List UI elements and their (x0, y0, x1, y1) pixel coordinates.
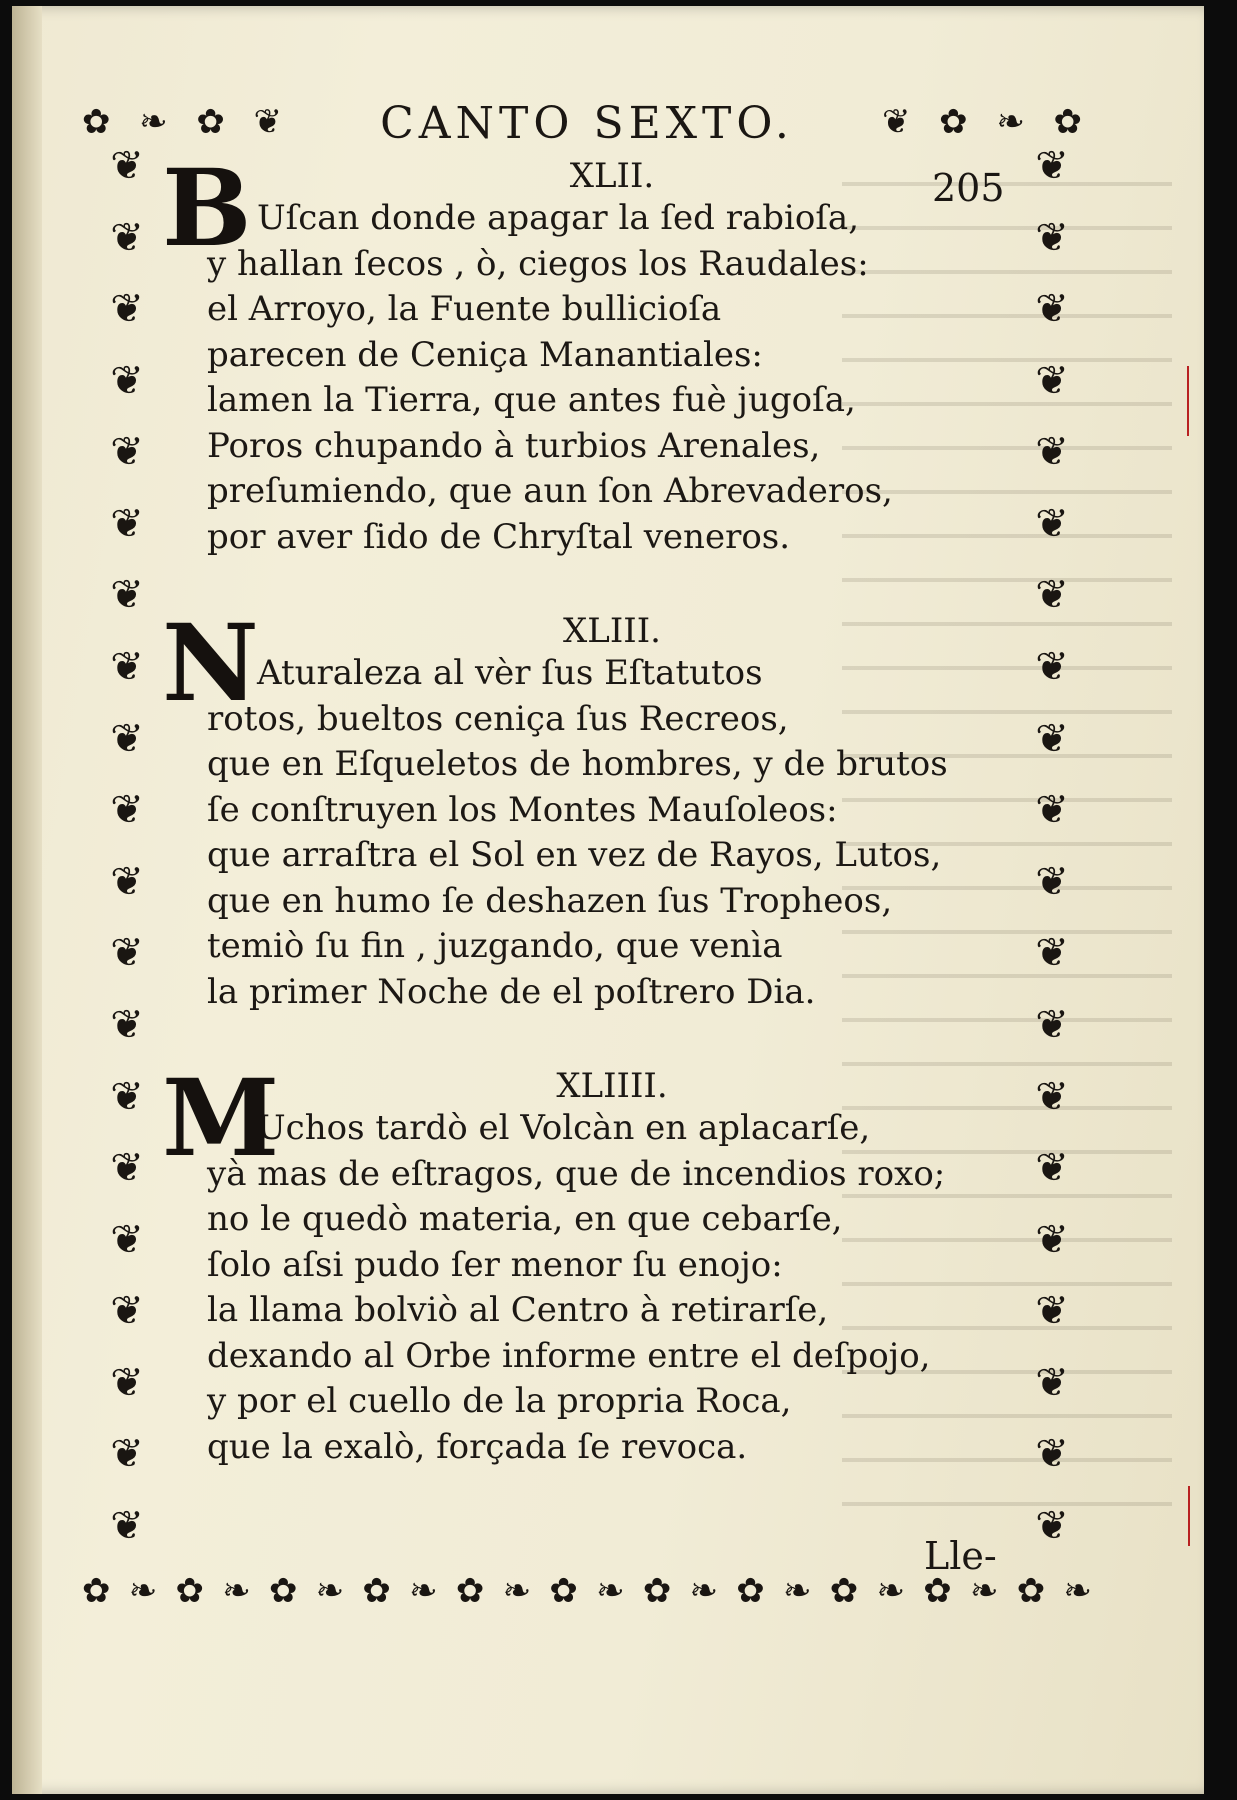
fleuron-icon: ❧ (1063, 1571, 1092, 1611)
fleuron-icon: ❦ (1035, 1288, 1069, 1335)
fleuron-icon: ✿ (829, 1571, 859, 1611)
stanza-number: XLIIII. (556, 1066, 668, 1106)
verse-line: por aver ſido de Chryſtal veneros. (207, 516, 791, 557)
verse-line: no le quedò materia, en que cebarſe, (207, 1199, 843, 1239)
fleuron-icon: ❦ (1035, 214, 1069, 261)
fleuron-icon: ✿ (736, 1571, 765, 1611)
fleuron-icon: ❦ (1035, 930, 1069, 977)
fleuron-icon: ❧ (783, 1571, 812, 1611)
fleuron-icon: ❦ (1035, 1431, 1069, 1478)
fleuron-icon: ❦ (110, 429, 144, 476)
red-edge-mark (1187, 366, 1189, 436)
fleuron-icon: ❧ (502, 1571, 532, 1611)
fleuron-icon: ✿ (175, 1571, 204, 1611)
book-page (12, 6, 1204, 1794)
fleuron-icon: ❦ (110, 500, 144, 547)
fleuron-icon: ❦ (1035, 572, 1069, 619)
fleuron-icon: ❦ (110, 572, 144, 619)
fleuron-icon: ❧ (139, 102, 168, 142)
drop-cap: M (162, 1055, 280, 1180)
verse-line: parecen de Ceniça Manantiales: (207, 334, 763, 375)
fleuron-icon: ❦ (1035, 715, 1069, 762)
fleuron-icon: ❧ (128, 1571, 158, 1611)
fleuron-icon: ✿ (362, 1571, 391, 1611)
fleuron-icon: ❦ (1035, 644, 1069, 691)
fleuron-icon: ❦ (110, 1502, 144, 1549)
fleuron-icon: ❦ (110, 1145, 144, 1192)
fleuron-icon: ❧ (222, 1571, 251, 1611)
fleuron-icon: ✿ (549, 1571, 578, 1611)
fleuron-icon: ❦ (110, 286, 144, 333)
stanza (162, 1055, 946, 1470)
fleuron-icon: ❦ (110, 715, 144, 762)
verse-line: Uchos tardò el Volcàn en aplacarſe, (257, 1108, 871, 1148)
fleuron-icon: ❦ (110, 1073, 144, 1120)
drop-cap: B (162, 145, 252, 270)
fleuron-icon: ❦ (110, 143, 144, 189)
verse-line: que en Eſqueletos de hombres, y de brutos (207, 744, 948, 784)
stanza-number: XLII. (569, 156, 655, 196)
fleuron-icon: ❦ (110, 1288, 144, 1335)
fleuron-icon: ✿ (82, 1571, 111, 1611)
drop-cap: N (162, 600, 259, 725)
fleuron-icon: ✿ (923, 1571, 952, 1611)
verse-line: el Arroyo, la Fuente bullicioſa (207, 289, 722, 329)
verse-line: ſolo aſsi pudo ſer menor ſu enojo: (207, 1244, 783, 1285)
verse-line: la llama bolviò al Centro à retirarſe, (207, 1290, 829, 1330)
fleuron-icon: ❦ (1035, 1502, 1069, 1549)
fleuron-icon: ❦ (110, 1431, 144, 1478)
stanza-number: XLIII. (563, 611, 661, 651)
fleuron-icon: ✿ (1016, 1571, 1046, 1611)
fleuron-icon: ✿ (642, 1571, 672, 1611)
verse-line: que la exalò, forçada ſe revoca. (207, 1426, 748, 1467)
fleuron-icon: ❦ (110, 357, 144, 404)
verse-line: y hallan ſecos , ò, ciegos los Raudales: (207, 243, 869, 284)
fleuron-icon: ❦ (1035, 143, 1069, 189)
fleuron-icon: ❦ (1035, 500, 1069, 547)
fleuron-icon: ❦ (1035, 1073, 1069, 1120)
fleuron-icon: ❦ (110, 214, 144, 261)
left-ornament-border (92, 143, 162, 1549)
fleuron-icon: ❦ (110, 858, 144, 905)
fleuron-icon: ❧ (969, 1571, 999, 1611)
fleuron-icon: ✿ (455, 1571, 485, 1611)
fleuron-icon: ❧ (409, 1571, 438, 1611)
fleuron-icon: ❦ (1035, 1145, 1069, 1192)
right-ornament-border (1017, 143, 1087, 1549)
fleuron-icon: ❦ (110, 930, 144, 977)
fleuron-icon: ❦ (1035, 787, 1069, 834)
verse-line: Aturaleza al vèr ſus Eſtatutos (257, 653, 763, 693)
fleuron-icon: ❦ (882, 102, 911, 142)
fleuron-icon: ❦ (110, 787, 144, 834)
verse-line: Uſcan donde apagar la ſed rabioſa, (257, 198, 860, 238)
fleuron-icon: ❦ (1035, 1359, 1069, 1406)
fleuron-icon: ❧ (876, 1571, 905, 1611)
verse-line: que en humo ſe deshazen ſus Tropheos, (207, 880, 893, 921)
verse-line: Poros chupando à turbios Arenales, (207, 425, 821, 466)
page-number: 205 (932, 166, 1005, 210)
fleuron-icon: ❦ (110, 644, 144, 691)
verse-line: la primer Noche de el poſtrero Dia. (207, 971, 816, 1012)
fleuron-icon: ✿ (82, 102, 111, 142)
fleuron-icon: ✿ (1053, 102, 1082, 142)
fleuron-icon: ❧ (996, 102, 1025, 142)
fleuron-icon: ❦ (110, 1001, 144, 1048)
fleuron-icon: ❦ (110, 1359, 144, 1406)
verse-line: ſe conſtruyen los Montes Mauſoleos: (207, 789, 838, 830)
verse-line: rotos, bueltos ceniça ſus Recreos, (207, 698, 789, 739)
fleuron-icon: ✿ (939, 102, 968, 142)
fleuron-icon: ❧ (596, 1571, 625, 1611)
catchword: Lle- (924, 1534, 997, 1578)
fleuron-icon: ❦ (1035, 1001, 1069, 1048)
stanza (162, 145, 942, 560)
fleuron-icon: ❦ (110, 1216, 144, 1263)
fleuron-icon: ❦ (253, 102, 282, 142)
running-header: CANTO SEXTO. (380, 98, 794, 149)
fleuron-icon: ❦ (1035, 357, 1069, 404)
fleuron-icon: ❧ (315, 1571, 345, 1611)
fleuron-icon: ✿ (268, 1571, 298, 1611)
verse-line: que arraſtra el Sol en vez de Rayos, Lutos, (207, 835, 942, 875)
fleuron-icon: ❦ (1035, 429, 1069, 476)
fleuron-icon: ❦ (1035, 1216, 1069, 1263)
verse-line: lamen la Tierra, que antes fuè jugoſa, (207, 380, 856, 420)
red-edge-mark (1188, 1486, 1190, 1546)
fleuron-icon: ✿ (196, 102, 225, 142)
fleuron-icon: ❦ (1035, 858, 1069, 905)
verse-line: dexando al Orbe informe entre el deſpojo, (207, 1335, 931, 1376)
verse-line: temiò ſu fin , juzgando, que venìa (207, 926, 783, 966)
stanza (162, 600, 948, 1015)
fleuron-icon: ❦ (1035, 286, 1069, 333)
verse-line: preſumiendo, que aun ſon Abrevaderos, (207, 471, 893, 511)
verse-line: y por el cuello de la propria Roca, (207, 1381, 792, 1421)
verse-line: yà mas de eſtragos, que de incendios roxo; (207, 1153, 946, 1194)
fleuron-icon: ❧ (689, 1571, 719, 1611)
